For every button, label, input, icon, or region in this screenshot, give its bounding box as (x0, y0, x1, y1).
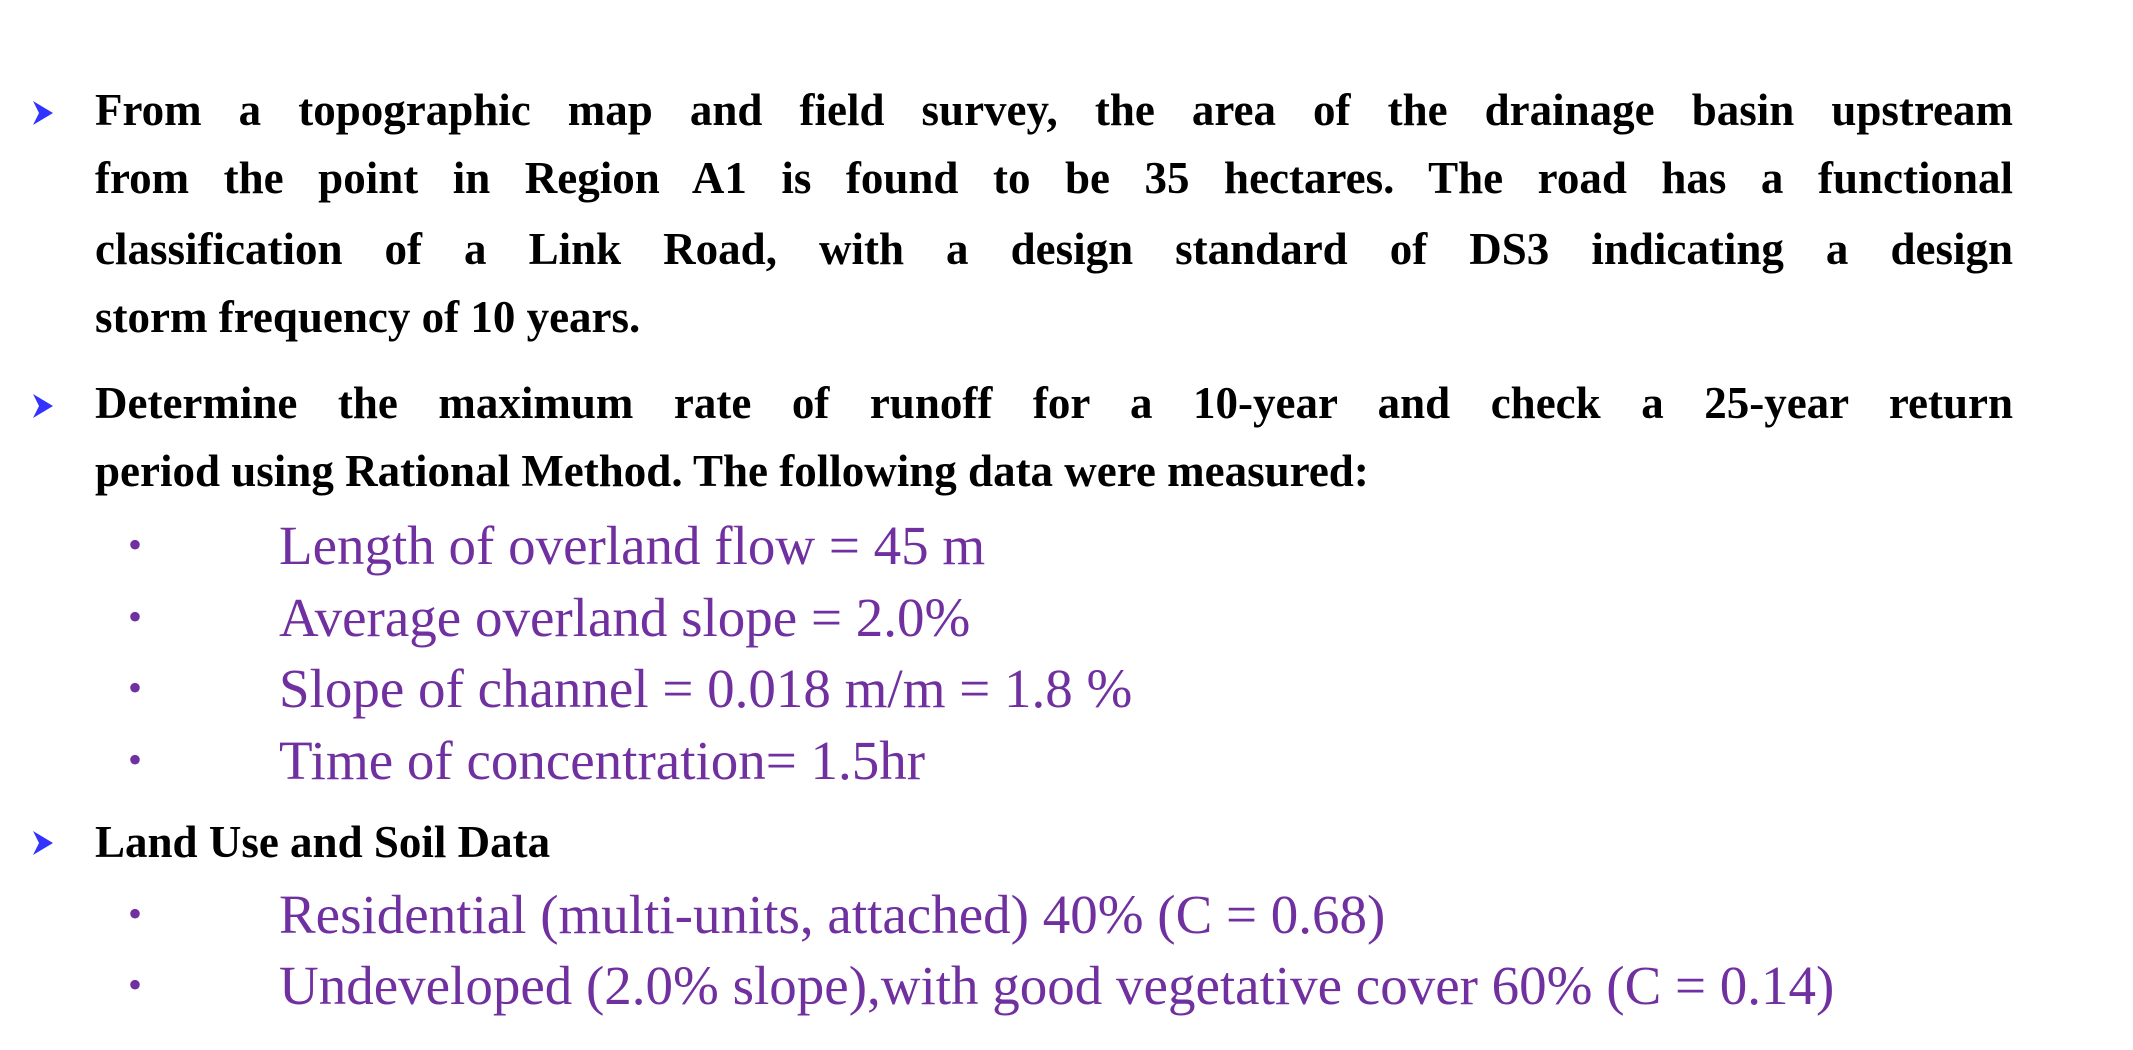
paragraph-line: From a topographic map and field survey, the area of the drainage basin upstream (95, 85, 2013, 135)
paragraph-line: from the point in Region A1 is found to be 35 hectares. The road has a functional (95, 153, 2013, 203)
bullet-dot-icon: • (128, 962, 143, 1007)
bullet-dot-icon: • (128, 665, 143, 710)
bullet-dot-icon: • (128, 594, 143, 639)
paragraph-line: Determine the maximum rate of runoff for a 10-year and check a 25-year return (95, 378, 2013, 428)
paragraph-line: storm frequency of 10 years. (95, 292, 641, 342)
arrowhead-bullet-icon (32, 830, 54, 856)
paragraph-line: classification of a Link Road, with a design standard of DS3 indicating a design (95, 224, 2013, 274)
data-item: Time of concentration= 1.5hr (279, 730, 926, 791)
data-item: Undeveloped (2.0% slope),with good vegetative cover 60% (C = 0.14) (279, 955, 1835, 1016)
data-item: Residential (multi-units, attached) 40% (C = 0.68) (279, 884, 1386, 945)
section-heading: Land Use and Soil Data (95, 817, 551, 867)
bullet-dot-icon: • (128, 891, 143, 936)
bullet-dot-icon: • (128, 737, 143, 782)
data-item: Slope of channel = 0.018 m/m = 1.8 % (279, 658, 1133, 719)
arrowhead-bullet-icon (32, 393, 54, 419)
data-item: Average overland slope = 2.0% (279, 587, 971, 648)
paragraph-line: period using Rational Method. The following data were measured: (95, 446, 1369, 496)
bullet-dot-icon: • (128, 522, 143, 567)
data-item: Length of overland flow = 45 m (279, 515, 986, 576)
arrowhead-bullet-icon (32, 100, 54, 126)
